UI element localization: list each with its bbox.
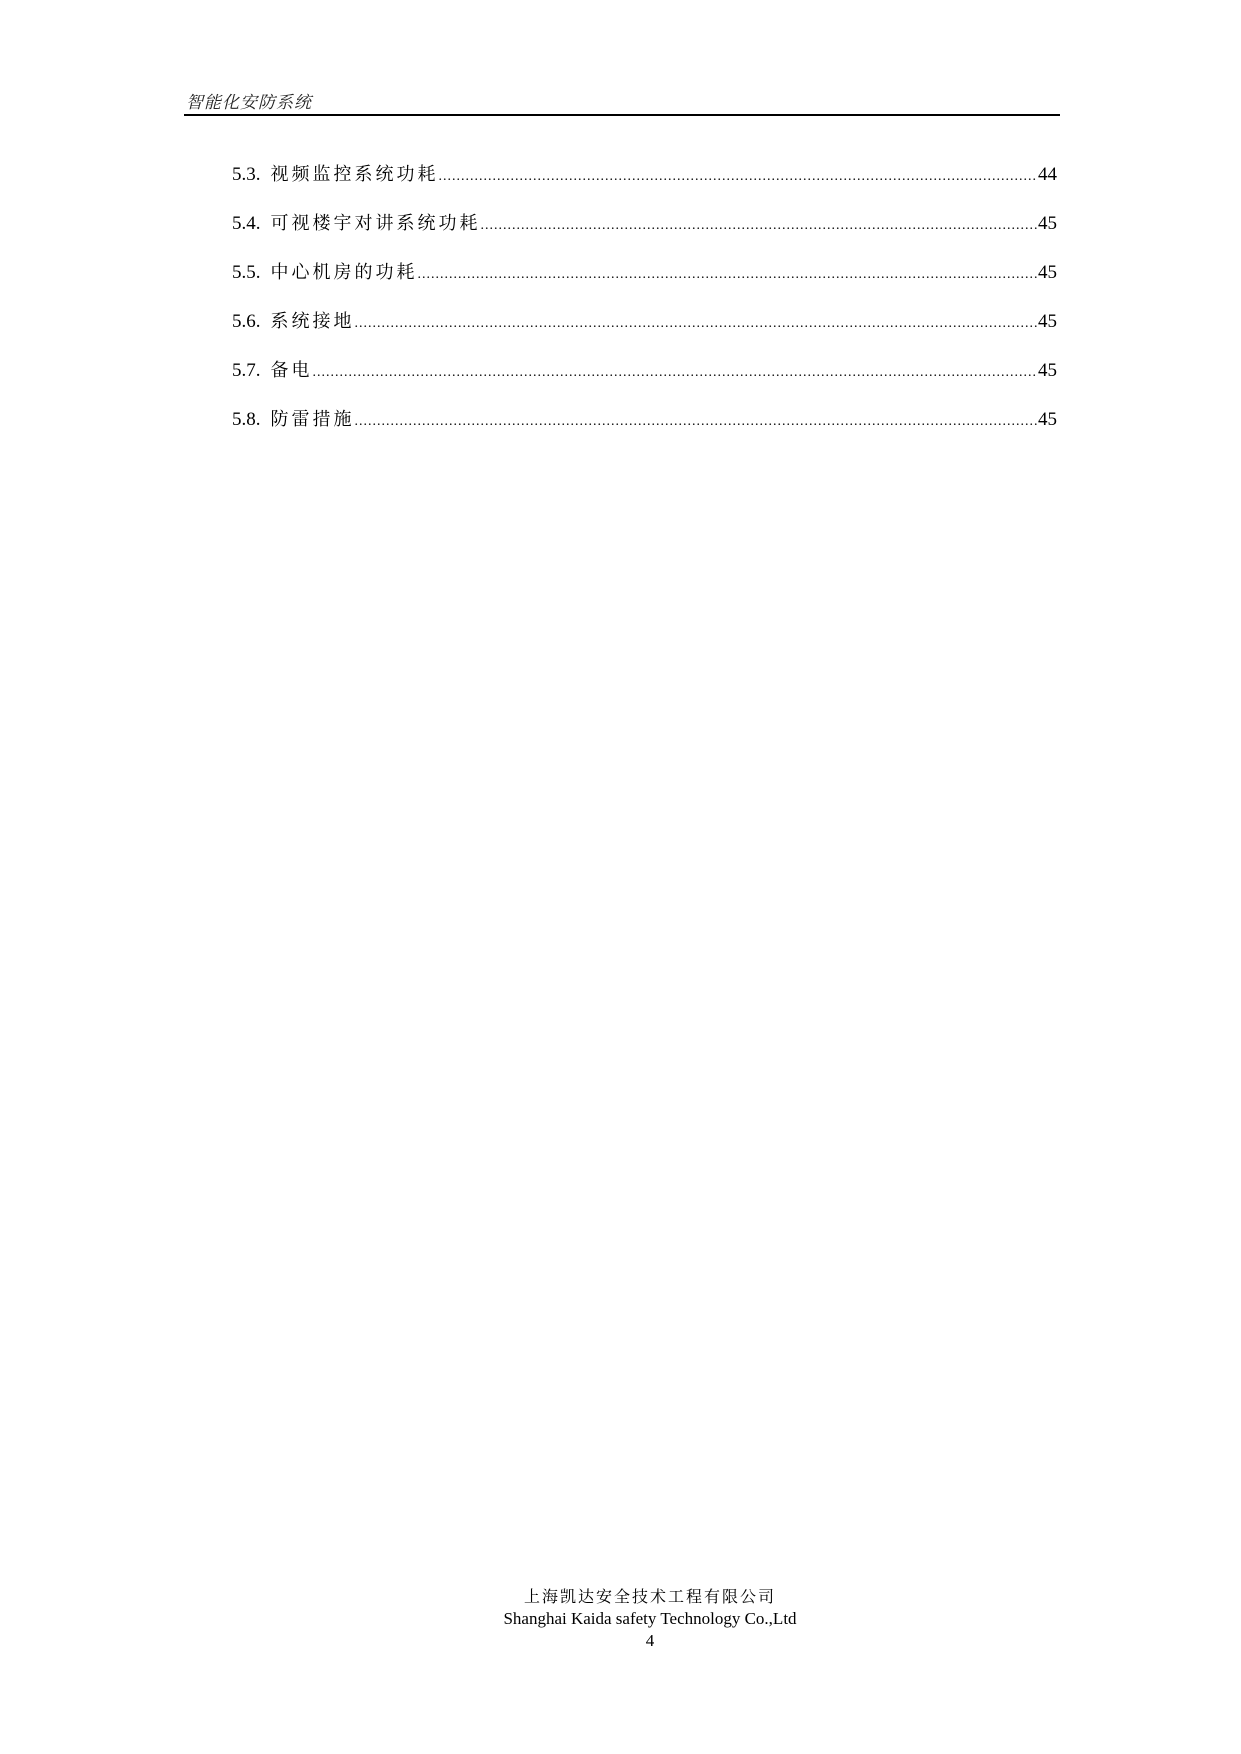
toc-entry-5-3[interactable]: [232, 160, 1057, 209]
footer-company-name-en: Shanghai Kaida safety Technology Co.,Ltd: [503, 1609, 797, 1628]
toc-entry-5-6[interactable]: [232, 307, 1057, 356]
header-divider: [184, 114, 1060, 116]
header-title: 智能化安防系统: [186, 93, 312, 113]
footer-page-number: 4: [645, 1631, 655, 1650]
toc-entry-5-8[interactable]: [232, 405, 1057, 454]
toc-dot-leader: [481, 218, 1039, 234]
toc-entry-5-7[interactable]: [232, 356, 1057, 405]
page-footer: [0, 1586, 1241, 1652]
table-of-contents: [232, 160, 1057, 454]
toc-entry-number: 5.6.: [232, 311, 261, 332]
toc-entry-page: 45: [1038, 409, 1057, 430]
toc-entry-page: 45: [1038, 262, 1057, 283]
toc-entry-number: 5.5.: [232, 262, 261, 283]
toc-entry-number: 5.4.: [232, 213, 261, 234]
toc-entry-title: 视频监控系统功耗: [270, 164, 439, 185]
toc-entry-number: 5.3.: [232, 164, 261, 185]
toc-dot-leader: [355, 414, 1039, 430]
toc-entry-5-4[interactable]: [232, 209, 1057, 258]
toc-entry-title: 系统接地: [270, 311, 355, 332]
toc-entry-number: 5.7.: [232, 360, 261, 381]
toc-entry-title: 中心机房的功耗: [270, 262, 418, 283]
toc-dot-leader: [418, 267, 1039, 283]
toc-entry-page: 44: [1038, 164, 1057, 185]
toc-entry-5-5[interactable]: [232, 258, 1057, 307]
toc-entry-number: 5.8.: [232, 409, 261, 430]
toc-entry-title: 防雷措施: [270, 409, 355, 430]
toc-entry-page: 45: [1038, 360, 1057, 381]
toc-entry-page: 45: [1038, 213, 1057, 234]
toc-entry-page: 45: [1038, 311, 1057, 332]
footer-company-name-cn: 上海凯达安全技术工程有限公司: [523, 1587, 776, 1606]
toc-entry-title: 备电: [270, 360, 313, 381]
toc-dot-leader: [439, 169, 1039, 185]
toc-dot-leader: [313, 365, 1039, 381]
toc-dot-leader: [355, 316, 1039, 332]
toc-entry-title: 可视楼宇对讲系统功耗: [270, 213, 481, 234]
